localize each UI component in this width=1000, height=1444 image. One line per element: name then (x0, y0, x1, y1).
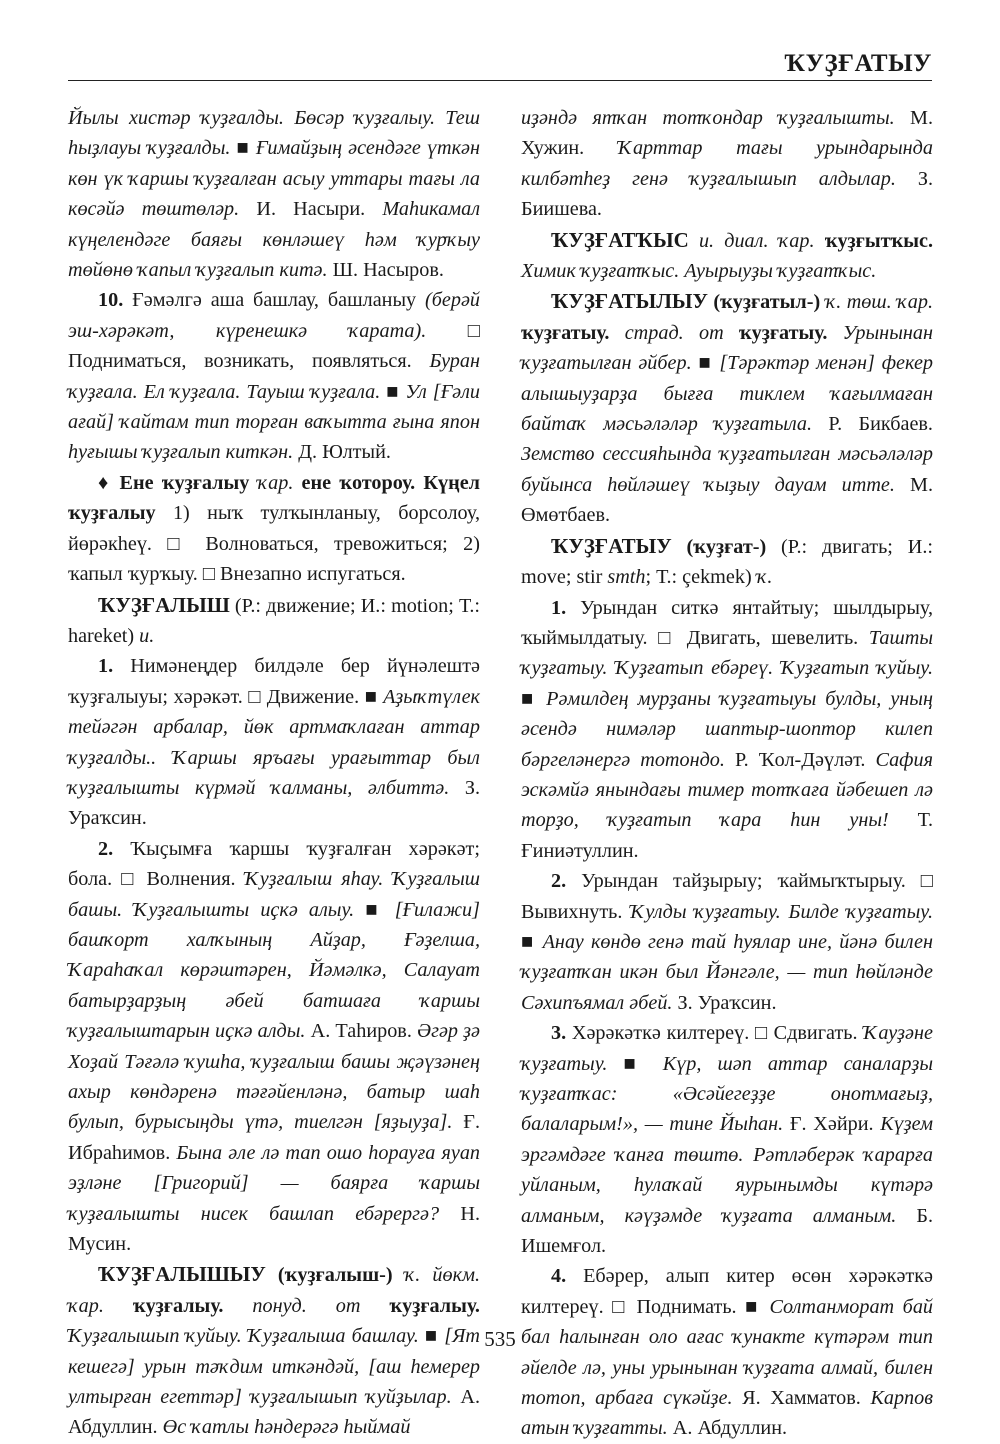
text-run: ҡар. (249, 471, 302, 494)
text-run: [Ят кешегә] урын тәҡдим иткәндәй, [аш һемерер ултырған егеттәр] ҡуҙғалышып ҡуйҙылар. (68, 1325, 480, 1409)
text-run: Өс ҡатлы һәндерәгә һыймай (162, 1416, 411, 1439)
text-run: ҡ. йөкм. ҡар. (68, 1264, 480, 1317)
text-run: Н. Мусин. (68, 1202, 480, 1256)
text-run: ; Т.: çekmek) (645, 566, 757, 589)
text-run: Ҡуҙғалышып ҡуйыу. Ҡуҙғалыша башлау. (68, 1325, 419, 1348)
text-run: 1. (98, 655, 114, 678)
text-run: Күҙем эргәмдәге ҡанға төштө. Рәтләберәк ҡарарға уйланым, һулаҡай яурынымды күтәрә алманым, кәүҙәмде ҡуҙғата алманым. (521, 1113, 933, 1227)
text-run: ҡуҙғатыу. (738, 321, 828, 344)
text-run: (ҡуҙғалыш-) (265, 1264, 405, 1287)
text-run: А. Абдуллин. (667, 1417, 788, 1440)
running-headword: ҠУҘҒАТЫУ (784, 50, 932, 77)
text-run: 10. (98, 289, 124, 312)
text-run: smth (607, 566, 646, 589)
text-run: Карпов атын ҡуҙғатты. (521, 1387, 933, 1440)
text-run: Әгәр ҙә Хоҙай Тәғәлә ҡушһа, ҡуҙғалыш башы җәүзәнең ахыр көндәренә тәғәйенләнә, батыр шаһ булып, бурысыңды үтә, тиелгән [яҙыуҙа]. (68, 1020, 481, 1134)
text-run: Ҡарттар тағы урындарында килбәтһеҙ генә ҡуҙғалышып алдылар. (521, 137, 933, 190)
text-run: Т. Ғиниәтуллин. (521, 809, 934, 862)
left-column (68, 103, 480, 1443)
headword: ҠУҘҒАЛЫШЫУ (98, 1262, 266, 1287)
text-run: ■ (691, 352, 720, 375)
text-run: Ғәмәлгә аша башлау, башланыу (123, 289, 426, 312)
text-run: З. Ураҡсин. (68, 776, 480, 830)
dictionary-paragraph (68, 285, 480, 467)
text-run: Ҡыҫымға ҡаршы ҡуҙғалған хәрәкәт; бола. □ Волнения. (68, 837, 480, 891)
text-run: Ҡуҙғалыш яһау. Ҡуҙғалыш башы. Ҡуҙғалышты иҫкә алыу. (68, 868, 480, 921)
headword: ҠУҘҒАТЫЛЫУ (551, 289, 708, 314)
text-run: М. Өмөтбаев. (521, 473, 933, 527)
text-run: (Р.: двигать; И.: move; stir (521, 535, 933, 589)
text-run: понуд. от (223, 1294, 390, 1317)
dictionary-paragraph (521, 225, 933, 287)
headword: ҠУҘҒАТЫУ (551, 533, 672, 558)
text-run: Аҙыҡтүлек тейәгән арбалар, йөк артмаҡлаған аттар ҡуҙғалды.. Ҡаршы яръағы урағыттар был ҡуҙғалышты күрмәй ҡалманы, әлбиттә. (68, 685, 480, 799)
dictionary-paragraph (68, 651, 480, 833)
text-run: ҡуҙғалыу. (132, 1294, 224, 1317)
text-run: и. (139, 624, 155, 647)
text-run: Ташты ҡуҙғатыу. Ҡуҙғатып ебәреү. Ҡуҙғатып ҡуйыу. (521, 626, 933, 680)
text-run: Сафия эскәмйә янындағы тимер тотҡаға йәбешеп лә торҙо, ҡуҙғатып ҡара һин уны! (521, 748, 933, 832)
text-run: Ғ. Ибраһимов. (68, 1111, 481, 1164)
text-run: (берәй эш-хәрәкәт, күренешкә ҡарата). (68, 289, 480, 342)
text-run: Хәрәкәткә килтереү. □ Сдвигать. (566, 1022, 864, 1045)
text-run: 1) ныҡ тулҡынланыу, борсолоу, йөрәкһеү. □ Волноваться, тревожиться; 2) ҡапыл ҡурҡыу. □ Внезапно испугаться. (68, 502, 480, 586)
headword: ҠУҘҒАЛЫШ (98, 592, 230, 617)
text-run: ■ (521, 930, 543, 953)
text-run: Рәмилдең мурҙаны ҡуҙғатыуы булды, уның әсендә нимәләр шаптыр-шоптор килеп бәргеләнергә тотондо. (521, 687, 933, 771)
text-run: Ул [Ғәли ағай] ҡайтам тип торған ваҡытта ғына япон һуғышы ҡуҙғалып киткән. (68, 380, 480, 464)
text-run: ҡ. төш. ҡар. (825, 291, 933, 314)
text-run: Р. Ҡол-Дәүләт. (724, 748, 876, 771)
page-number: 535 (484, 1327, 516, 1351)
text-run: З. Ураҡсин. (672, 991, 777, 1014)
text-run: Я. Хамматов. (732, 1387, 871, 1410)
dictionary-paragraph (68, 468, 480, 590)
text-run: Анау көндө генә тай һуялар ине, йәнә билен ҡуҙғатҡан икән был Йәнгәле, — тип һөйләнде Сәхипъямал әбей. (521, 930, 933, 1014)
text-run: Күр, шәп аттар саналарҙы ҡуҙғатҡас: «Әсәйегеҙҙе онотмағыҙ, балаларым!», — тине Йыһан. (521, 1052, 933, 1136)
text-run: Земство сессияһында ҡуҙғатылған мәсьәләләр буйынса һөйләшеү ҡыҙыу дауам итте. (521, 443, 933, 496)
dictionary-paragraph (521, 286, 933, 530)
text-run: ■ (521, 687, 547, 710)
text-run: Ш. Насыров. (327, 259, 444, 282)
text-run: 1. (551, 596, 567, 619)
text-run: [Ғилажи] башҡорт халҡының Айҙар, Ғәҙелша, Ҡараһаҡал көрәштәрен, Йәмәлкә, Салауат батырҙарҙың әбей батшаға ҡаршы ҡуҙғалыштарын иҫкә алды. (68, 898, 480, 1043)
text-run: Химик ҡуҙғатҡыс. Ауырыуҙы ҡуҙғатҡыс. (521, 260, 877, 283)
text-run: Урындан ситкә янтайтыу; шылдырыу, ҡыймылдатыу. □ Двигать, шевелить. (521, 596, 933, 649)
text-run: Урынынан ҡуҙғатылған әйбер. (521, 321, 933, 375)
text-run: Йылы хистәр ҡуҙғалды. Бөсәр ҡуҙғалыу. Теш һыҙлауы ҡуҙғалды. (68, 107, 480, 160)
text-run: ■ (380, 380, 406, 403)
text-run: ■ (418, 1325, 445, 1348)
dictionary-paragraph (521, 1261, 933, 1443)
text-run: Буран ҡуҙғала. Ел ҡуҙғала. Тауыш ҡуҙғала. (68, 350, 480, 403)
dictionary-paragraph (521, 866, 933, 1018)
text-run: Б. Ишемғол. (521, 1204, 933, 1258)
text-run: Бына әле лә тап ошо һорауға яуап эҙләне [Григорий] — баярға ҡаршы ҡуҙғалышты нисек башлап ебәрергә? (68, 1141, 481, 1225)
text-run: ■ (354, 898, 395, 921)
dictionary-paragraph (68, 590, 480, 652)
text-run: Д. Юлтый. (293, 441, 391, 464)
text-run: Ғимайҙың әсендәге үткән көн үк ҡаршы ҡуҙғалған асыу уттары тағы ла көсәйә төштөләр. (68, 137, 480, 221)
text-run: А. Таһиров. (305, 1020, 418, 1043)
text-run: ♦ Ене ҡуҙғалыу (98, 471, 250, 494)
text-run: иҙәндә ятҡан тотҡондар ҡуҙғалышты. (521, 107, 895, 129)
text-run: (Р.: движение; И.: motion; Т.: hareket) (68, 594, 480, 647)
dictionary-paragraph (521, 593, 933, 867)
dictionary-paragraph (521, 531, 933, 593)
text-run: ■ (607, 1052, 663, 1075)
text-run: М. Хужин. (521, 107, 934, 160)
text-run: Солтанморат бай бал һалынған оло ағас ҡунакте күтәрәм тип әйелде лә, уны урынынан ҡуҙғата алмай, билен тотоп, арбаға сүкәйҙе. (521, 1295, 934, 1410)
text-run: ҡуҙғатыу. (521, 321, 610, 344)
text-run: З. Биишева. (521, 167, 933, 221)
text-run: (ҡуҙғат-) (671, 535, 782, 558)
text-run: Ебәрер, алып китер өсөн хәрәкәткә килтереү. □ Поднимать. ■ (521, 1265, 933, 1318)
text-run: Урындан тайҙырыу; ҡаймыҡтырыу. □ Вывихнуть. (521, 870, 933, 923)
text-run: 3. (551, 1022, 567, 1045)
text-run: Маһикамал күңелендәге баяғы көнләшеү һәм ҡурҡыу төйөнө ҡапыл ҡуҙғалып китә. (68, 198, 480, 282)
text-run: Нимәнеңдер билдәле бер йүнәлештә ҡуҙғалыуы; хәрәкәт. □ Движение. ■ (68, 655, 480, 708)
text-run: Ҡауҙәне ҡуҙғатыу. (521, 1022, 933, 1075)
dictionary-paragraph (68, 834, 480, 1260)
text-run: Р. Бикбаев. (812, 413, 933, 436)
text-run: страд. от (609, 321, 739, 344)
dictionary-paragraph (521, 1018, 933, 1261)
text-run: ене ҡотороу. Күңел ҡуҙғалыу (68, 471, 480, 525)
text-run: 4. (551, 1265, 567, 1288)
headword: ҠУҘҒАТҠЫС (551, 227, 689, 252)
text-run: ■ (236, 137, 256, 160)
text-run: Ҡулды ҡуҙғатыу. Билде ҡуҙғатыу. (630, 900, 933, 923)
text-run: ҡ. (756, 566, 773, 589)
dictionary-paragraph (521, 103, 933, 225)
text-run: 2. (98, 837, 114, 860)
text-run: ҡуҙғытҡыс. (824, 229, 933, 252)
text-run: и. диал. ҡар. (688, 229, 825, 252)
text-run: (ҡуҙғатыл-) (707, 291, 826, 314)
right-column (521, 103, 933, 1444)
text-run: Ғ. Хәйри. (783, 1113, 881, 1136)
dictionary-paragraph (68, 103, 480, 285)
running-header (68, 42, 932, 81)
text-run: □ Подниматься, возникать, появляться. (68, 319, 480, 373)
text-run: [Тәрәктәр менән] фекер алышыуҙарҙа бығға тиклем ҡағылмаған байтаҡ мәсьәләләр ҡуҙғатыла. (521, 352, 933, 436)
text-run: А. Абдуллин. (68, 1386, 480, 1439)
text-run: И. Насыри. (239, 198, 383, 221)
text-run: 2. (551, 870, 567, 893)
text-run: ҡуҙғалыу. (389, 1294, 480, 1317)
